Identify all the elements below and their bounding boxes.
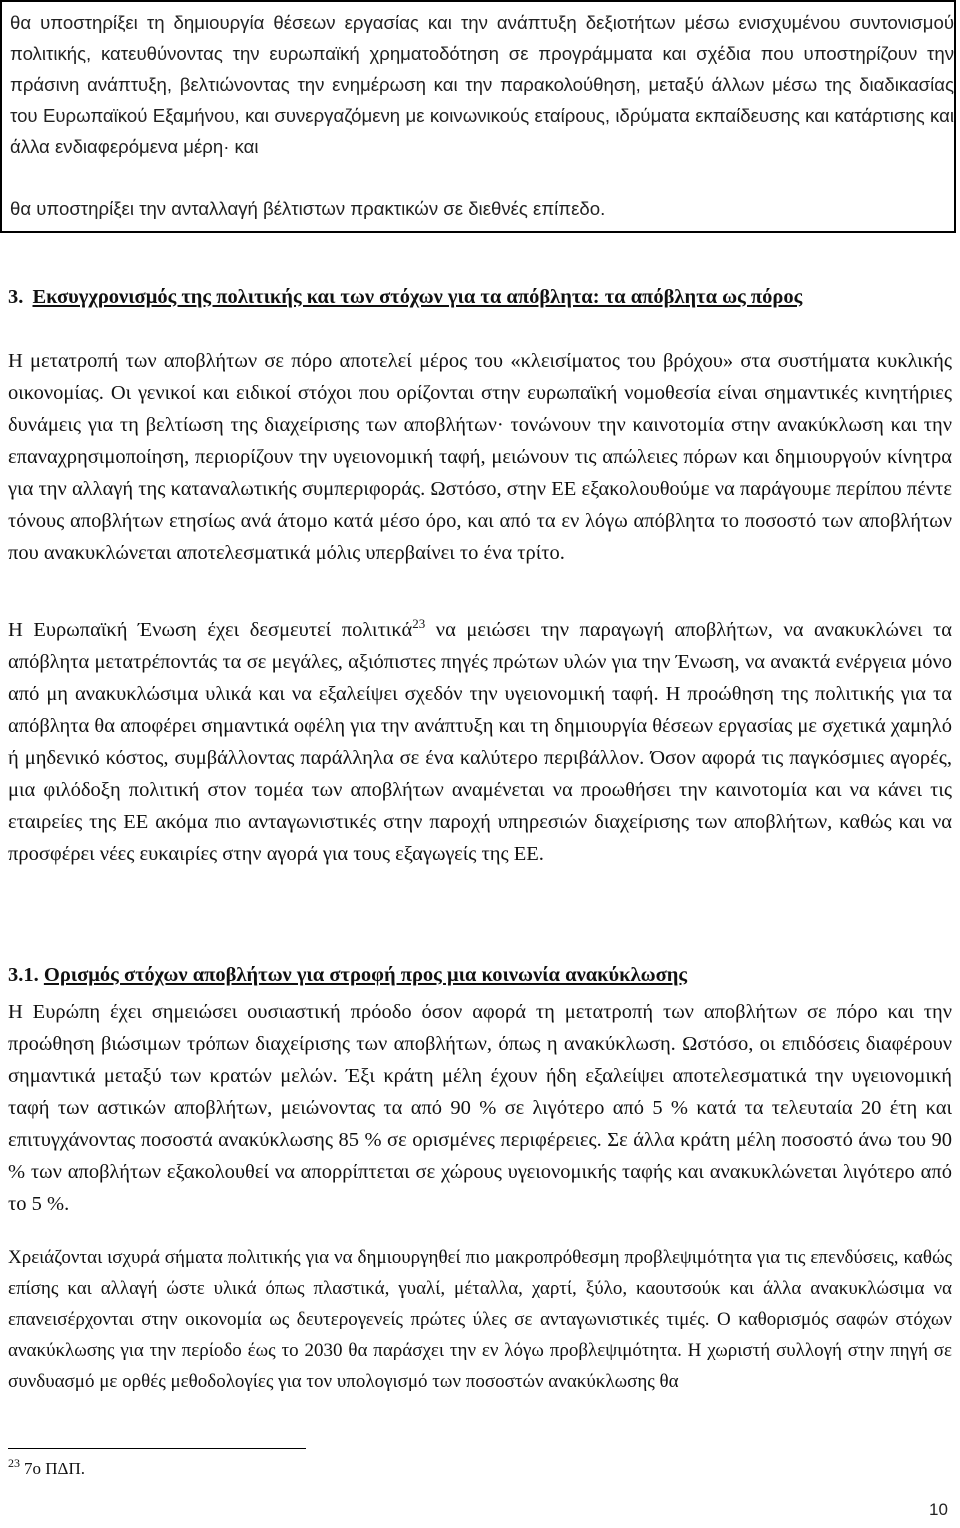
section-3-1-number: 3.1.: [8, 964, 39, 986]
footnote-number: 23: [8, 1456, 20, 1471]
footnote-text: 7ο ΠΔΠ.: [24, 1459, 85, 1478]
section-3-heading: [8, 281, 952, 313]
footnote-reference-23[interactable]: 23: [412, 616, 426, 632]
section-3-paragraph-2-rest: να μειώσει την παραγωγή αποβλήτων, να ανακυκλώνει τα απόβλητα μετατρέποντάς τα σε μεγάλες, αξιόπιστες πηγές πρώτων υλών για την Ένωση, να ανακτά ενέργεια μόνο από μη ανακυκλώσιμα υλικά και να εξαλείψει σχεδόν την υγειονομική ταφή. Η προώθηση της πολιτικής για τα απόβλητα θα αποφέρει σημαντικά οφέλη για την ανάπτυξη και τη δημιουργία θέσεων εργασίας με σχετικά χαμηλό ή μηδενικό κόστος, συμβάλλοντας παράλληλα σε ένα καλύτερο περιβάλλον. Όσον αφορά τις παγκόσμιες αγορές, μια φιλόδοξη πολιτική στον τομέα των αποβλήτων αναμένεται να προωθήσει την καινοτομία και να κάνει τις εταιρείες της ΕΕ ακόμα πιο ανταγωνιστικές στην παροχή υπηρεσιών διαχείρισης των αποβλήτων, καθώς και να προσφέρει νέες ευκαιρίες στην αγορά για τους εξαγωγείς της ΕΕ.: [8, 619, 952, 865]
box-paragraph-2: θα υποστηρίξει την ανταλλαγή βέλτιστων πρακτικών σε διεθνές επίπεδο.: [10, 198, 606, 219]
section-3-title: Εκσυγχρονισμός της πολιτικής και των στόχων για τα απόβλητα: τα απόβλητα ως πόρος: [32, 286, 803, 308]
page-number: 10: [929, 1500, 948, 1519]
section-3-1-heading: [8, 959, 952, 991]
section-3-number: 3.: [8, 286, 24, 308]
section-3-1-paragraph-1: Η Ευρώπη έχει σημειώσει ουσιαστική πρόοδο όσον αφορά τη μετατροπή των αποβλήτων σε πόρο και την προώθηση βιώσιμων τρόπων διαχείρισης των αποβλήτων, όπως η ανακύκλωση. Ωστόσο, οι επιδόσεις διαφέρουν σημαντικά μεταξύ των κρατών μελών. Έξι κράτη μέλη έχουν ήδη εξαλείψει αποτελεσματικά την υγειονομική ταφή των αστικών αποβλήτων, μειώνοντας τα από 90 % σε λιγότερο από 5 % κατά τα τελευταία 20 έτη και επιτυγχάνοντας ποσοστά ανακύκλωσης 85 % σε ορισμένες περιφέρειες. Σε άλλα κράτη μέλη ποσοστό άνω του 90 % των αποβλήτων εξακολουθεί να απορρίπτεται σε χώρους υγειονομικής ταφής και ανακυκλώνεται λιγότερο από το 5 %.: [8, 1001, 952, 1215]
bordered-text-box: [0, 0, 956, 233]
section-3-1-title: Ορισμός στόχων αποβλήτων για στροφή προς μια κοινωνία ανακύκλωσης: [43, 964, 688, 986]
footnote-separator: [8, 1448, 306, 1449]
section-3-paragraph-2: [8, 614, 952, 870]
box-paragraph-1: θα υποστηρίξει τη δημιουργία θέσεων εργασίας και την ανάπτυξη δεξιοτήτων μέσω ενισχυμένου συντονισμού πολιτικής, κατευθύνοντας την ευρωπαϊκή χρηματοδότηση σε προγράμματα και σχέδια που υποστηρίζουν την πράσινη ανάπτυξη, βελτιώνοντας την ενημέρωση και την παρακολούθηση, μεταξύ άλλων μέσω της διαδικασίας του Ευρωπαϊκού Εξαμήνου, και συνεργαζόμενη με κοινωνικούς εταίρους, ιδρύματα εκπαίδευσης και κατάρτισης και άλλα ενδιαφερόμενα μέρη· και: [10, 12, 954, 157]
footnote: [8, 1457, 85, 1481]
section-3-paragraph-1: Η μετατροπή των αποβλήτων σε πόρο αποτελεί μέρος του «κλεισίματος του βρόχου» στα συστήματα κυκλικής οικονομίας. Οι γενικοί και ειδικοί στόχοι που ορίζονται στην ευρωπαϊκή νομοθεσία είναι σημαντικές κινητήριες δυνάμεις για τη βελτίωση της διαχείρισης των αποβλήτων· τονώνουν την καινοτομία στην ανακύκλωση και την επαναχρησιμοποίηση, περιορίζουν την υγειονομική ταφή, μειώνουν τις απώλειες πόρων και δημιουργούν κίνητρα για την αλλαγή της καταναλωτικής συμπεριφοράς. Ωστόσο, στην ΕΕ εξακολουθούμε να παράγουμε περίπου πέντε τόνους αποβλήτων ετησίως ανά άτομο κατά μέσο όρο, και από τα εν λόγω απόβλητα το ποσοστό των αποβλήτων που ανακυκλώνεται αποτελεσματικά μόλις υπερβαίνει το ένα τρίτο.: [8, 350, 952, 564]
section-3-paragraph-2-start: Η Ευρωπαϊκή Ένωση έχει δεσμευτεί πολιτικά: [8, 619, 413, 641]
section-3-1-paragraph-2: Χρειάζονται ισχυρά σήματα πολιτικής για να δημιουργηθεί πιο μακροπρόθεσμη προβλεψιμότητα για τις επενδύσεις, καθώς επίσης και αλλαγή ώστε υλικά όπως πλαστικά, γυαλί, μέταλλα, χαρτί, ξύλο, καουτσούκ και άλλα ανακυκλώσιμα να επανεισέρχονται στην οικονομία ως δευτερογενείς πρώτες ύλες σε ανταγωνιστικές τιμές. Ο καθορισμός σαφών στόχων ανακύκλωσης για την περίοδο έως το 2030 θα παράσχει την εν λόγω προβλεψιμότητα. Η χωριστή συλλογή στην πηγή σε συνδυασμό με ορθές μεθοδολογίες για τον υπολογισμό των ποσοστών ανακύκλωσης θα: [8, 1247, 952, 1392]
